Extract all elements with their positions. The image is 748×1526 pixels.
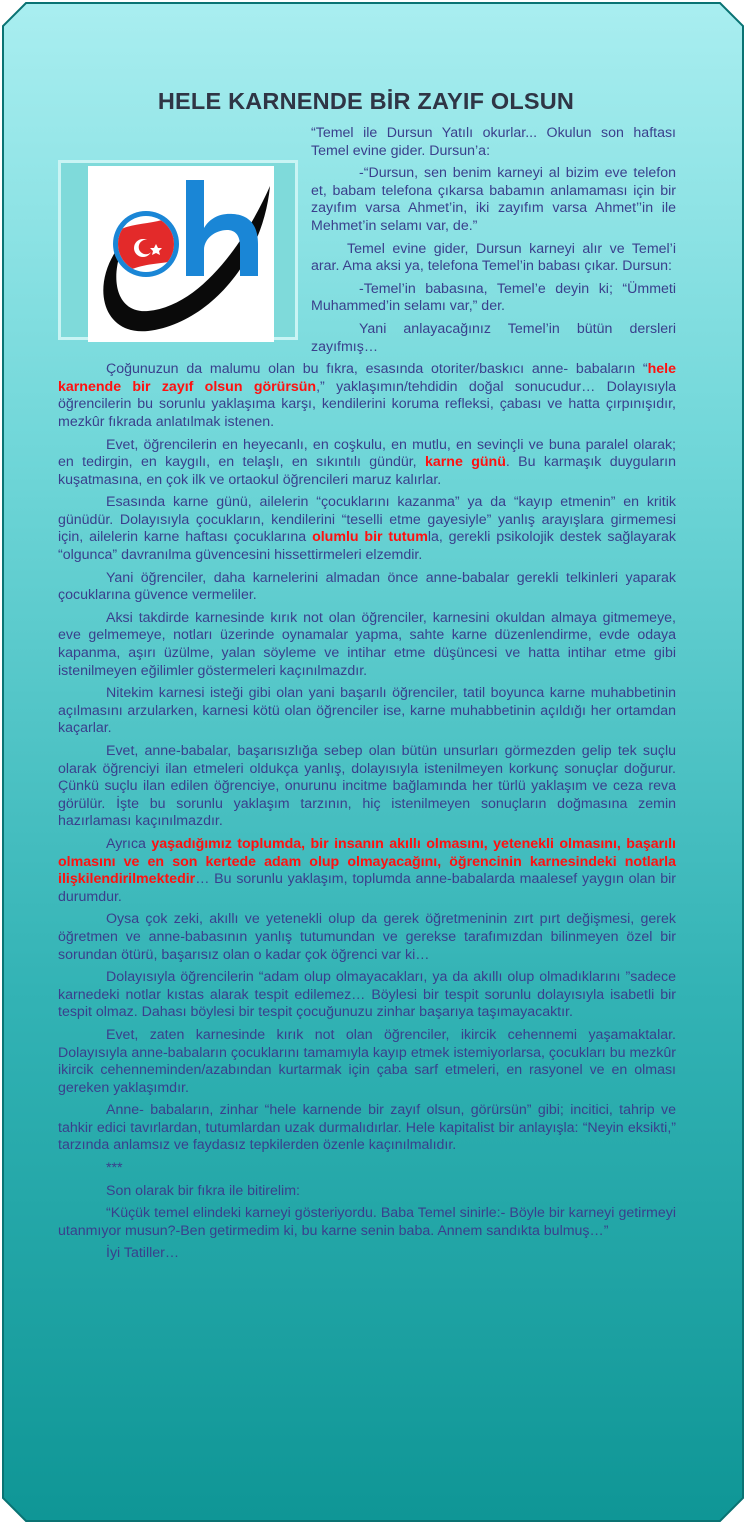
- paragraph-14: Son olarak bir fıkra ile bitirelim:: [106, 1182, 300, 1199]
- paragraph-2: Çoğunuzun da malumu olan bu fıkra, esasında otoriter/baskıcı anne- babaların “hele karnende bir zayıf olsun görürsün,” yaklaşımın/tehdidin doğal sonucudur… Dolayısıyla öğrencilerin bu sorunlu yaklaşıma karşı, kendilerini koruma refleksi, çabası ve hatta çırpınışıdır, mezkûr fıkrada anlatılmak istenen.: [58, 361, 676, 430]
- paragraph-13: Anne- babaların, zinhar “hele karnende bir zayıf olsun, görürsün” gibi; incitici, tahrip ve tahkir edici tavırlardan, tutumlardan uzak durmalıdırlar. Hele kapitalist bir anlayışla: “Neyin eksikti,” tarzında anlamsız ve faydasız tepkilerden özenle kaçınılmalıdır.: [58, 1102, 676, 1154]
- paragraph-3: Evet, öğrencilerin en heyecanlı, en coşkulu, en mutlu, en sevinçli ve buna paralel olarak; en tedirgin, en kaygılı, en telaşlı, en sıkıntılı gündür, karne günü. Bu karmaşık duyguların kuşatmasına, en çok ilk ve ortaokul öğrencileri maruz kalırlar.: [58, 436, 677, 488]
- separator-stars: ***: [106, 1160, 123, 1177]
- paragraph-6: Aksi takdirde karnesinde kırık not olan öğrenciler, karnesini okuldan almaya gitmemeye, eve gelmemeye, notları üzerinde oynamalar yapma, sahte karne düzenlendirme, evde odaya kapanma, aşırı üzülme, yalan söyleme ve intihar etme düşüncesi ve hatta intihar etme gibi istenilmeyen eğilimler göstermeleri kaçınılmazdır.: [58, 609, 676, 679]
- intro-paragraph-4: -Temel’in babasına, Temel’e deyin ki; “Ümmeti Muhammed’in selamı var,” der.: [311, 280, 676, 315]
- highlight-phrase: hele karnende bir zayıf olsun görürsün: [58, 361, 676, 395]
- closing-line: İyi Tatiller…: [106, 1245, 180, 1262]
- paragraph-12: Evet, zaten karnesinde kırık not olan öğrenciler, ikircik cehennemi yaşamaktalar. Dolayısıyla anne-babaların çocuklarını tamamıyla kayıp etmek istemiyorlarsa, çocukları bu mezkûr ikircik cehenneminden/azabından kurtarmak için çaba sarf etmeleri, en rasyonel ve en olması gereken yaklaşımdır.: [58, 1026, 676, 1096]
- intro-paragraph-1: “Temel ile Dursun Yatılı okurlar... Okulun son haftası Temel evine gider. Dursun’a:: [311, 125, 676, 159]
- logo-frame: [58, 160, 298, 340]
- highlight-phrase: yaşadığımız toplumda, bir insanın akıllı olmasını, yetenekli olmasını, başarılı olmasını ve en son kertede adam olup olmayacağını, öğrencinin karnesindeki notlarla ilişkilendirilmektedir: [58, 835, 676, 888]
- intro-paragraph-3: Temel evine gider, Dursun karneyi alır ve Temel’i arar. Ama aksi ya, telefona Temel’in babası çıkar. Dursun:: [311, 240, 676, 275]
- oh-logo-icon: [88, 166, 274, 342]
- paragraph-5: Yani öğrenciler, daha karnelerini almadan önce anne-babalar gerekli telkinleri yaparak çocuklarına güvence vermeliler.: [58, 569, 676, 604]
- highlight-phrase: karne günü: [424, 454, 506, 471]
- paragraph-8: Evet, anne-babalar, başarısızlığa sebep olan bütün unsurları görmezden gelip tek suçlu olarak öğrenciyi ilan etmeleri oldukça yanlış, dolayısıyla istenilmeyen korkunç sonuçlar doğurur. Çünkü suçlu ilan edilen öğrenciye, onurunu incitme bağlamında her türlü yaklaşım ve ceza reva görülür. İşte bu sorunlu yaklaşım tarzının, hiç istenilmeyen sonuçların doğmasına zemin hazırlaması kaçınılmazdır.: [58, 743, 676, 830]
- article-title: HELE KARNENDE BİR ZAYIF OLSUN: [157, 88, 575, 114]
- paragraph-15: “Küçük temel elindeki karneyi gösteriyordu. Baba Temel sinirle:- Böyle bir karneyi getirmeyi utanmıyor musun?-Ben getirmedim ki, bu karne senin baba. Annem sandıkta bulmuş…”: [58, 1205, 676, 1239]
- highlight-phrase: olumlu bir tutum: [312, 529, 428, 546]
- paragraph-10: Oysa çok zeki, akıllı ve yetenekli olup da gerek öğretmeninin zırt pırt değişmesi, gerek öğretmen ve anne-babasının yanlış tutumundan ve gerekse tarafımızdan bilinmeyen özel bir sorundan ötürü, başarısız olan o kadar çok öğrenci var ki…: [58, 911, 676, 963]
- paragraph-4: Esasında karne günü, ailelerin “çocuklarını kazanma” ya da “kayıp etmenin” en kritik günüdür. Dolayısıyla çocukların, kendilerini “teselli etme gayesiyle” yanlış arayışlara girmemesi için, ailelerin karne haftası çocuklarına olumlu bir tutumla, gerekli psikolojik destek sağlayarak “olgunca” davranılma güvencesini hissettirmeleri elzemdir.: [58, 494, 676, 564]
- paragraph-11: Dolayısıyla öğrencilerin “adam olup olmayacakları, ya da akıllı olup olmadıklarını ”sadece karnedeki notlar kıstas alarak tespit edilemez… Böylesi bir tespit sorunlu dolayısıyla isabetli bir tespit olmaz. Dahası böylesi bir tespit çocuğunuzu zinhar başarıya taşımayacaktır.: [58, 969, 676, 1021]
- paragraph-9: Ayrıca yaşadığımız toplumda, bir insanın akıllı olmasını, yetenekli olmasını, başarılı olmasını ve en son kertede adam olup olmayacağını, öğrencinin karnesindeki notlarla ilişkilendirilmektedir… Bu sorunlu yaklaşım, toplumda anne-babalarda maalesef yaygın olan bir durumdur.: [58, 835, 676, 905]
- intro-paragraph-2: -“Dursun, sen benim karneyi al bizim eve telefon et, babam telefona çıkarsa babamın anlamaması için bir zayıfım varsa Ahmet’in, iki zayıfım varsa Ahmet’’in ile Mehmet’in selamı var, de.”: [311, 165, 676, 234]
- article-body: [58, 125, 676, 1268]
- paragraph-7: Nitekim karnesi isteği gibi olan yani başarılı öğrenciler, tatil boyunca karne muhabbetinin açılmasını arzularken, karnesi kötü olan öğrenciler ise, karne muhabbetinin açıldığı her ortamdan kaçarlar.: [58, 685, 676, 737]
- paragraph-1: Yani anlayacağınız Temel’in bütün dersleri zayıfmış…: [311, 320, 676, 355]
